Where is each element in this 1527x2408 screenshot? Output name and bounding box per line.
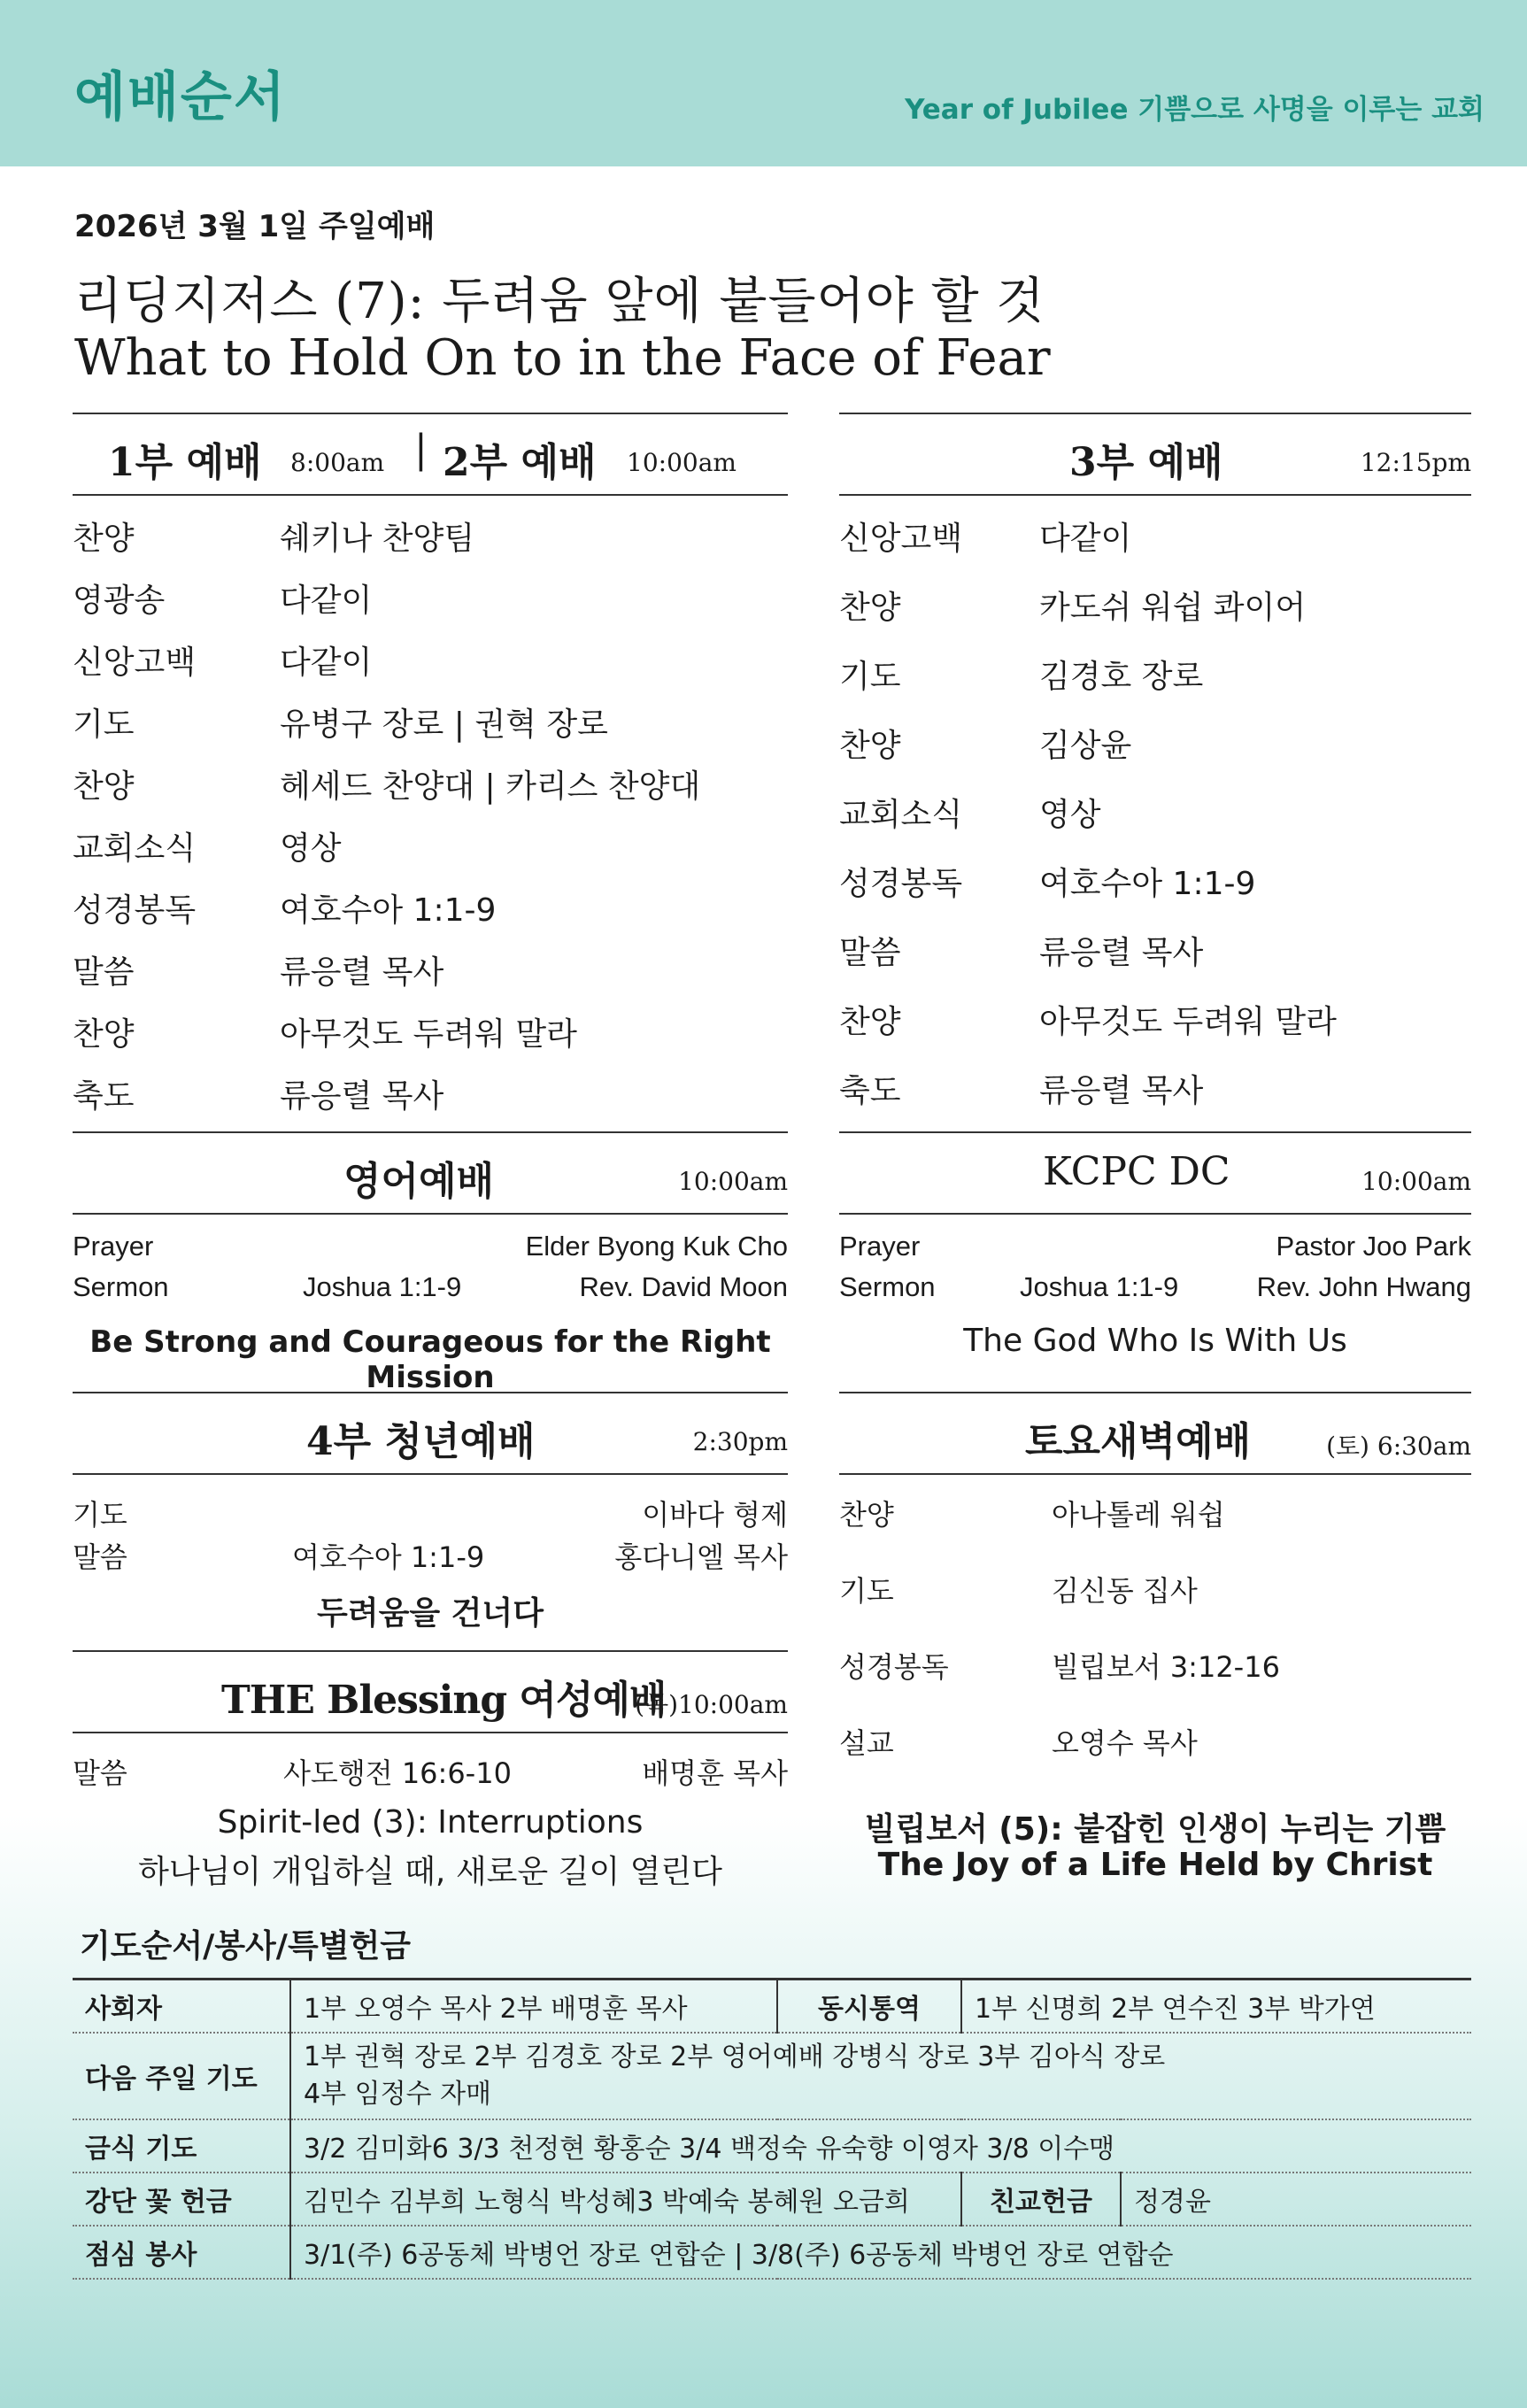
- item-value: 배명훈 목사: [642, 1756, 788, 1790]
- row-label: 친교헌금: [961, 2173, 1121, 2226]
- page-title: 예배순서: [74, 66, 287, 128]
- item-value: 아무것도 두려워 말라: [280, 1016, 577, 1053]
- divider: [73, 1473, 788, 1475]
- item-value: 류응렬 목사: [1039, 935, 1204, 971]
- item-value: 류응렬 목사: [280, 954, 444, 991]
- item-value: 영상: [280, 830, 342, 867]
- item-value: 빌립보서 3:12-16: [1052, 1650, 1280, 1684]
- item-value: 여호수아 1:1-9: [1039, 866, 1256, 902]
- kcpc-header: [839, 1131, 1471, 1211]
- divider: [73, 494, 788, 496]
- item-value: 영상: [1039, 797, 1101, 833]
- item-value: Pastor Joo Park: [1276, 1231, 1471, 1262]
- divider: [839, 1473, 1471, 1475]
- item-label: 축도: [839, 1073, 901, 1109]
- row-label: 강단 꽃 헌금: [73, 2173, 290, 2226]
- row-value: 1부 오영수 목사 2부 배명훈 목사: [290, 1980, 777, 2033]
- service3-time: 12:15pm: [1360, 448, 1471, 477]
- item-value: 다같이: [280, 583, 373, 619]
- table-row: [73, 2033, 1471, 2119]
- item-label: 찬양: [839, 1498, 894, 1532]
- table-row: [73, 1980, 1471, 2033]
- item-value: 홍다니엘 목사: [614, 1540, 788, 1574]
- women-time: (목)10:00am: [635, 1690, 788, 1719]
- saturday-header: [839, 1392, 1471, 1471]
- row-label: 점심 봉사: [73, 2226, 290, 2279]
- item-label: 찬양: [73, 521, 135, 557]
- item-label: 축도: [73, 1078, 135, 1115]
- table-row: [73, 2119, 1471, 2173]
- divider: [73, 1732, 788, 1733]
- item-value: 아나톨레 워쉽: [1052, 1498, 1225, 1532]
- item-label: 신앙고백: [73, 644, 197, 681]
- row-label: 다음 주일 기도: [73, 2033, 290, 2119]
- item-label: 교회소식: [839, 797, 963, 833]
- table-row: [73, 2226, 1471, 2279]
- item-label: 영광송: [73, 583, 166, 619]
- item-label: 기도: [73, 1498, 127, 1532]
- saturday-time: (토) 6:30am: [1326, 1432, 1471, 1461]
- sermon-title-en: What to Hold On to in the Face of Fear: [74, 329, 1051, 387]
- service-date: 2026년 3월 1일 주일예배: [74, 209, 436, 244]
- youth-sermon-title: 두려움을 건너다: [317, 1595, 544, 1632]
- item-value: 다같이: [280, 644, 373, 681]
- row-label: 금식 기도: [73, 2119, 290, 2173]
- item-passage: 여호수아 1:1-9: [292, 1540, 485, 1574]
- item-value: 오영수 목사: [1052, 1726, 1198, 1760]
- saturday-title-en: The Joy of a Life Held by Christ: [877, 1847, 1433, 1883]
- divider: [73, 1213, 788, 1215]
- next-prayer-line: 1부 권혁 장로 2부 김경호 장로 2부 영어예배 강병식 장로 3부 김아식 장로: [304, 2041, 1166, 2072]
- english-heading: 영어예배: [343, 1159, 495, 1204]
- item-value: Elder Byong Kuk Cho: [525, 1231, 788, 1262]
- item-label: Sermon: [73, 1271, 169, 1302]
- item-label: 찬양: [839, 1004, 901, 1040]
- item-label: 기도: [839, 1574, 894, 1608]
- item-label: 찬양: [839, 590, 901, 626]
- item-value: 여호수아 1:1-9: [280, 892, 497, 929]
- item-value: 다같이: [1039, 521, 1132, 557]
- saturday-heading: 토요새벽예배: [1025, 1419, 1252, 1464]
- item-label: 찬양: [839, 728, 901, 764]
- item-label: 찬양: [73, 1016, 135, 1053]
- service1-heading: 1부 예배: [108, 440, 262, 485]
- saturday-title-ko: 빌립보서 (5): 붙잡힌 인생이 누리는 기쁨: [864, 1811, 1446, 1848]
- row-value: 정경윤: [1121, 2173, 1471, 2226]
- duties-title: 기도순서/봉사/특별헌금: [80, 1928, 412, 1964]
- item-value: 헤세드 찬양대 | 카리스 찬양대: [280, 768, 701, 805]
- service2-heading: 2부 예배: [443, 440, 597, 485]
- heading-separator: |: [414, 427, 428, 472]
- item-passage: 사도행전 16:6-10: [283, 1756, 512, 1790]
- women-header: [73, 1650, 788, 1730]
- item-passage: Joshua 1:1-9: [303, 1271, 462, 1302]
- item-value: 쉐키나 찬양팀: [280, 521, 475, 557]
- item-value: 류응렬 목사: [280, 1078, 444, 1115]
- row-value: 김민수 김부희 노형식 박성혜3 박예숙 봉혜원 오금희: [290, 2173, 961, 2226]
- item-label: 말씀: [73, 1540, 127, 1574]
- item-label: Prayer: [73, 1231, 154, 1262]
- item-label: 말씀: [73, 954, 135, 991]
- youth-heading: 4부 청년예배: [306, 1419, 536, 1464]
- item-value: 이바다 형제: [642, 1498, 788, 1532]
- kcpc-time: 10:00am: [1361, 1167, 1471, 1196]
- women-title-ko: 하나님이 개입하실 때, 새로운 길이 열린다: [138, 1854, 722, 1890]
- sermon-title-ko: 리딩지저스 (7): 두려움 앞에 붙들어야 할 것: [74, 273, 1045, 330]
- item-value: 유병구 장로 | 권혁 장로: [280, 706, 608, 743]
- row-label: 동시통역: [777, 1980, 961, 2033]
- item-label: 기도: [73, 706, 135, 743]
- item-label: 성경봉독: [839, 1650, 949, 1684]
- item-value: Rev. John Hwang: [1256, 1271, 1471, 1302]
- kcpc-heading: KCPC DC: [1043, 1149, 1230, 1194]
- service3-heading: 3부 예배: [1069, 440, 1223, 485]
- item-value: 김신동 집사: [1052, 1574, 1198, 1608]
- english-header: [73, 1131, 788, 1211]
- item-label: 성경봉독: [73, 892, 197, 929]
- women-heading: THE Blessing 여성예배: [221, 1678, 667, 1723]
- left-column: [73, 413, 788, 1900]
- item-value: 카도쉬 워쉽 콰이어: [1039, 590, 1307, 626]
- right-column: [839, 413, 1471, 1900]
- item-label: 말씀: [73, 1756, 127, 1790]
- service3-header: [839, 413, 1471, 492]
- item-value: 류응렬 목사: [1039, 1073, 1204, 1109]
- item-value: 김경호 장로: [1039, 659, 1204, 695]
- youth-header: [73, 1392, 788, 1471]
- item-label: Prayer: [839, 1231, 921, 1262]
- header-band: [0, 0, 1527, 166]
- row-value: [290, 2033, 1471, 2119]
- item-value: 김상윤: [1039, 728, 1132, 764]
- duties-table: [73, 1978, 1471, 2280]
- row-value: 1부 신명희 2부 연수진 3부 박가연: [961, 1980, 1471, 2033]
- women-title-en: Spirit-led (3): Interruptions: [217, 1804, 644, 1841]
- divider: [839, 1213, 1471, 1215]
- divider: [839, 494, 1471, 496]
- item-label: 말씀: [839, 935, 901, 971]
- youth-time: 2:30pm: [692, 1427, 788, 1456]
- table-row: [73, 2173, 1471, 2226]
- next-prayer-line: 4부 임정수 자매: [304, 2078, 492, 2110]
- item-label: 신앙고백: [839, 521, 963, 557]
- item-label: Sermon: [839, 1271, 936, 1302]
- row-value: 3/1(주) 6공동체 박병언 장로 연합순 | 3/8(주) 6공동체 박병언 장로 연합순: [290, 2226, 1471, 2279]
- item-label: 기도: [839, 659, 901, 695]
- service12-header: [73, 413, 788, 492]
- item-value: Rev. David Moon: [579, 1271, 788, 1302]
- service1-time: 8:00am: [290, 448, 385, 477]
- english-time: 10:00am: [678, 1167, 788, 1196]
- item-label: 교회소식: [73, 830, 197, 867]
- item-label: 찬양: [73, 768, 135, 805]
- item-value: 아무것도 두려워 말라: [1039, 1004, 1337, 1040]
- item-label: 설교: [839, 1726, 894, 1760]
- service2-time: 10:00am: [627, 448, 737, 477]
- church-tagline: Year of Jubilee 기쁨으로 사명을 이루는 교회: [905, 94, 1485, 126]
- row-value: 3/2 김미화6 3/3 천정현 황홍순 3/4 백정숙 유숙향 이영자 3/8 이수맹: [290, 2119, 1471, 2173]
- item-label: 성경봉독: [839, 866, 963, 902]
- kcpc-sermon-title: The God Who Is With Us: [963, 1323, 1347, 1359]
- english-sermon-title: Be Strong and Courageous for the Right Mission: [89, 1324, 771, 1395]
- item-passage: Joshua 1:1-9: [1020, 1271, 1179, 1302]
- row-label: 사회자: [73, 1980, 290, 2033]
